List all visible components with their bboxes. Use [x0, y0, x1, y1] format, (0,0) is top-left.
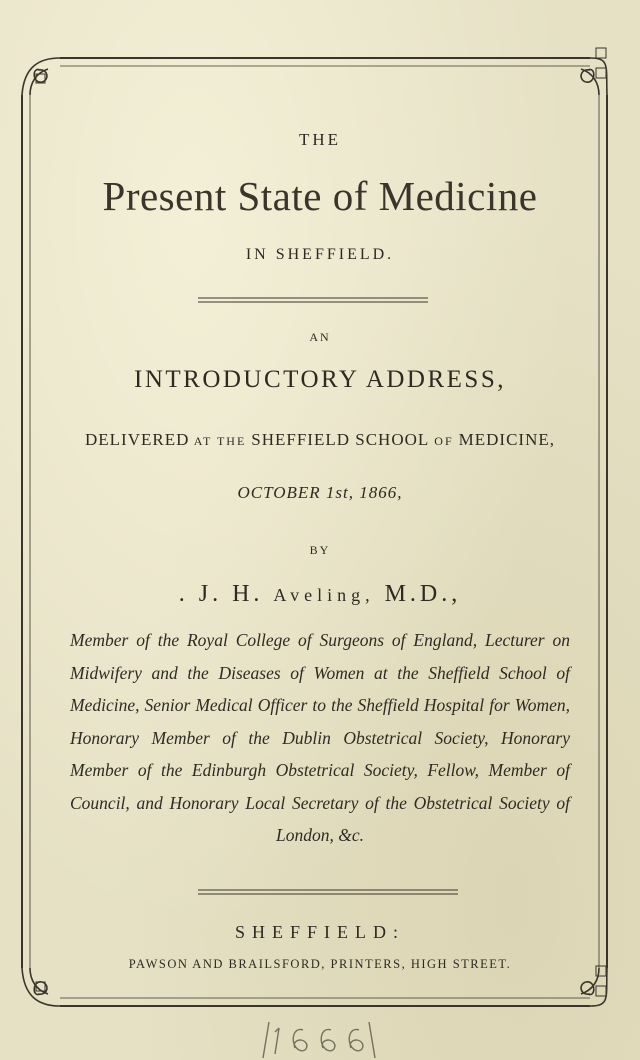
subtitle-place: IN SHEFFIELD.: [245, 246, 395, 263]
author-name: [0, 581, 640, 608]
heading-the: THE: [298, 130, 342, 149]
author-credentials: Member of the Royal College of Surgeons of England, Lecturer on Midwifery and the Diseases of Women at the Sheffield School of Medicine, Senior Medical Officer to the Sheffield Hospital for Women, Honorary Member of the Dublin Obstetrical Society, Honorary Member of the Edinburgh Obstetrical Society, Fellow, Member of Council, and Honorary Local Secretary of the Obstetrical Society of London, &c.: [70, 630, 570, 845]
address-heading: INTRODUCTORY ADDRESS,: [134, 366, 506, 393]
imprint-printers: PAWSON AND BRAILSFORD, PRINTERS, HIGH STREET.: [128, 957, 512, 971]
delivered-word: DELIVERED: [85, 430, 190, 449]
corner-ornament-bottom-left: [22, 968, 60, 1006]
author-initials: . J. H.: [178, 581, 264, 607]
corner-ornament-top-right: [581, 48, 607, 95]
page-title: Present State of Medicine: [102, 173, 538, 219]
delivered-medicine: MEDICINE,: [458, 430, 555, 449]
heading-an: AN: [309, 330, 331, 344]
delivered-school: SHEFFIELD SCHOOL: [251, 430, 430, 449]
author-surname: Aveling,: [273, 585, 375, 605]
delivered-at-the: AT THE: [189, 434, 252, 448]
handwritten-stamp: [245, 1018, 395, 1060]
imprint-city: SHEFFIELD:: [234, 922, 405, 942]
heading-by: BY: [309, 543, 331, 557]
author-degree: M.D.,: [384, 581, 462, 607]
delivered-of: OF: [429, 434, 459, 448]
corner-ornament-bottom-right: [581, 966, 607, 1006]
delivery-date: OCTOBER 1st, 1866,: [237, 483, 403, 502]
delivered-line: [0, 430, 640, 450]
corner-ornament-top-left: [22, 58, 60, 95]
